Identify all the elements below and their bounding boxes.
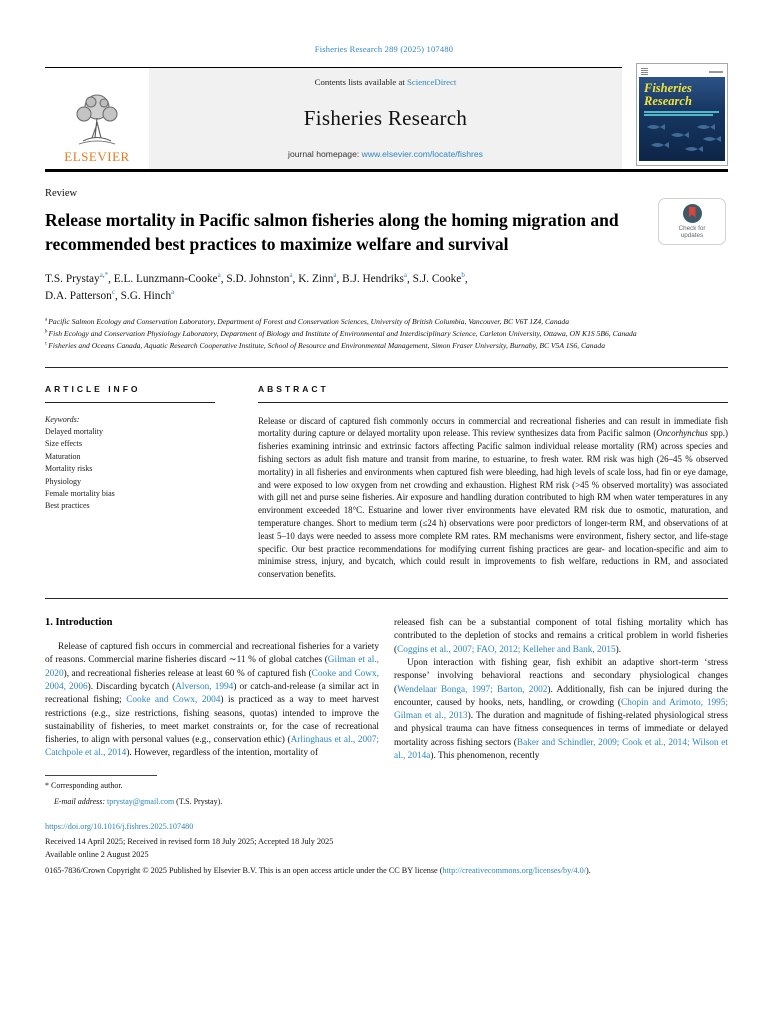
article-title: Release mortality in Pacific salmon fisheries along the homing migration and recommended best practices to maximize welfare and survival — [45, 210, 619, 254]
journal-homepage-line: journal homepage: www.elsevier.com/locate/fishres — [288, 149, 483, 159]
keyword: Maturation — [45, 451, 81, 461]
fish-school-icon — [641, 119, 725, 159]
link[interactable]: Coggins et al., 2007; FAO, 2012; Kelleher and Bank, 2015 — [397, 644, 616, 655]
abstract-text: Release or discard of captured fish commonly occurs in commercial and recreational fisheries and can result in immediate fish mortality during capture or delayed mortality upon release. This review synthesizes data from Pacific salmon (Oncorhynchus spp.) fisheries examining intrinsic and extrinsic factors affecting Pacific salmon individual release mortality (RM) across species and fishing sectors as adult fish mature and transit from marine, to estuarine, to fresh water. RM risk was high (26–45 % observed mortality) in all fisheries and environments when captured fish were bleeding, had high levels of scale loss, had fin or eye damage, and were exposed to low oxygen from net crowding and exhaustion. Highest RM risk (>45 % observed mortality) was associated with gill net and purse seine fisheries. Air exposure and handling duration contributed to high RM when water temperatures in any environment exceeded 18°C. Estuarine and lower river environments have elevated RM risk due to osmotic, maturation, and temperature changes. Short to medium term (≤24 h) observations were poor predictors of longer-term RM, and observations of at least 5–10 days were needed to assess more complete RM rates. RM mechanisms were environment, fishery sector, and life-stage specific. Our best practice recommendations for modifying current fishing practices are gear- and location-specific and aim to minimise stress, injury, and bycatch, which could result in improvements to fish welfare, reductions in RM, and associated conservation benefits. — [258, 415, 728, 580]
corresponding-author-note: * Corresponding author. — [45, 780, 123, 790]
keywords-label: Keywords: — [45, 414, 80, 424]
check-for-updates-badge[interactable] — [658, 198, 726, 245]
link[interactable]: www.elsevier.com/locate/fishres — [361, 149, 483, 159]
author-list: T.S. Prystay$^{a,*}$, E.L. Lunzmann-Cooke$^a$, S.D. Johnston$^a$, K. Zinn$^a$, B.J. Hendriks$^a$, S.J. Cooke$^b$, D.A. Patterson$^c$, S.G. Hinch$^a$ — [45, 271, 468, 303]
bookmark-icon — [689, 207, 696, 218]
check-updates-label: Check for updates — [678, 224, 706, 239]
cover-art — [639, 77, 725, 161]
journal-reference[interactable]: Fisheries Research 289 (2025) 107480 — [314, 44, 454, 54]
link[interactable]: Alverson, 1994 — [175, 681, 234, 692]
keyword: Female mortality bias — [45, 488, 115, 498]
keyword: Delayed mortality — [45, 426, 103, 436]
copyright-line: 0165-7836/Crown Copyright © 2025 Published by Elsevier B.V. This is an open access article under the CC BY license (http://creativecommons.org/licenses/by/4.0/). — [45, 866, 591, 876]
footnote-block — [45, 775, 379, 808]
link[interactable]: Chopin and Arimoto, 1995; Gilman et al., 2013 — [394, 697, 729, 722]
heading-rule — [45, 402, 215, 403]
email-line: E-mail address: tprystay@gmail.com (T.S. Prystay). — [54, 796, 223, 806]
keyword: Physiology — [45, 476, 82, 486]
section-rule — [45, 367, 728, 368]
link[interactable]: Cooke and Cowx, 2004, 2006 — [45, 668, 379, 692]
cover-subtitle-bar — [644, 111, 719, 113]
affiliation-c: $^c$ Fisheries and Oceans Canada, Aquatic Research Cooperative Institute, School of Resource and Environmental Management, Simon Fraser University, Burnaby, BC V5A 1S6, Canada — [45, 341, 605, 351]
masthead-bottom-rule — [45, 169, 728, 172]
crossmark-icon — [683, 204, 702, 223]
cover-issue-mark — [709, 71, 723, 73]
article-info-column — [45, 384, 230, 582]
link[interactable]: Wendelaar Bonga, 1997; Barton, 2002 — [397, 684, 548, 695]
link[interactable]: tprystay@gmail.com — [107, 796, 175, 806]
link[interactable]: Cooke and Cowx, 2004 — [126, 695, 221, 706]
masthead — [45, 67, 728, 172]
intro-paragraph: Release of captured fish occurs in commercial and recreational fisheries for a variety of reasons. Commercial marine fisheries discard ∼11 % of global catches (Gilman et al., 2020), and recreational fisheries release at least 60 % of captured fish (Cooke and Cowx, 2004, 2006). Discarding bycatch (Alverson, 1994) or catch-and-release (a similar act in recreational fishing; Cooke and Cowx, 2004) is practiced as a way to meet harvest restrictions (e.g., size restrictions, fishing seasons, quotas) intended to improve the sustainability of fisheries, to meet market constraints or, for the case of recreational fisheries, to align with personal values (e.g., conservation ethic) (Arlinghaus et al., 2007; Catchpole et al., 2014). However, regardless of the intention, mortality of — [45, 642, 380, 759]
affiliation-b: $^b$ Fish Ecology and Conservation Physiology Laboratory, Department of Biology and Institute of Environmental and Interdisciplinary Science, Carleton University, Ottawa, ON K1S 5B6, Canada — [45, 329, 637, 339]
journal-banner — [149, 68, 622, 169]
abstract-heading: ABSTRACT — [258, 383, 329, 394]
received-dates: Received 14 April 2025; Received in revised form 18 July 2025; Accepted 18 July 2025 — [45, 836, 334, 846]
doi-line — [45, 820, 728, 833]
article-type-label: Review — [45, 188, 78, 199]
journal-title: Fisheries Research — [303, 105, 468, 130]
keyword: Size effects — [45, 439, 82, 449]
link[interactable]: Baker and Schindler, 2009; Cook et al., 2014; Wilson et al., 2014a — [394, 737, 728, 761]
elsevier-logo[interactable] — [45, 68, 149, 169]
keyword: Best practices — [45, 501, 90, 511]
link[interactable]: Arlinghaus et al., 2007; Catchpole et al., 2014 — [45, 735, 380, 759]
footnote-rule — [45, 775, 157, 776]
link[interactable]: ScienceDirect — [407, 77, 457, 87]
article-footer — [45, 820, 728, 878]
keyword: Mortality risks — [45, 464, 93, 474]
elsevier-wordmark: ELSEVIER — [64, 149, 130, 164]
link[interactable]: https://doi.org/10.1016/j.fishres.2025.107480 — [45, 821, 194, 831]
intro-paragraph-2: Upon interaction with fishing gear, fish exhibit an adaptive short-term ‘stress response’ involving behavioral reactions and secondary physiological changes (Wendelaar Bonga, 1997; Barton, 2002). Additionally, fish can be injured during the encounter, caused by hooks, nets, handling, or crowding (Chopin and Arimoto, 1995; Gilman et al., 2013). The duration and magnitude of fishing-related physiological stress and physical trauma can have fitness consequences in terms of immediate or delayed mortality across fishing sectors (Baker and Schindler, 2009; Cook et al., 2014; Wilson et al., 2014a). This phenomenon, recently — [394, 657, 729, 761]
link[interactable]: Gilman et al., 2020 — [45, 655, 379, 679]
cover-subtitle-bar — [644, 114, 713, 116]
intro-paragraph-continued: released fish can be a substantial component of total fishing mortality which has contributed to the depletion of stocks and remains a critical problem in world fisheries (Coggins et al., 2007; FAO, 2012; Kelleher and Bank, 2015). — [394, 618, 728, 655]
article-info-heading: ARTICLE INFO — [45, 383, 141, 394]
affiliation-a: $^a$ Pacific Salmon Ecology and Conservation Laboratory, Department of Forest and Conservation Sciences, University of British Columbia, Vancouver, BC V6T 1Z4, Canada — [45, 317, 570, 327]
link[interactable]: http://creativecommons.org/licenses/by/4.0/ — [442, 866, 586, 876]
cover-publisher-mark-icon — [641, 68, 648, 75]
info-abstract-row — [45, 384, 728, 582]
cover-journal-title: Fisheries Research — [644, 81, 692, 108]
available-online: Available online 2 August 2025 — [45, 849, 149, 859]
body-divider-rule — [45, 598, 728, 599]
heading-rule — [258, 402, 728, 403]
journal-cover-thumbnail[interactable] — [636, 63, 728, 166]
body-columns — [45, 617, 728, 808]
introduction-heading: 1. Introduction — [45, 617, 113, 629]
cover-top-strip — [639, 66, 725, 77]
masthead-main — [45, 67, 622, 169]
affiliations — [45, 316, 728, 352]
abstract-column — [258, 384, 728, 582]
elsevier-tree-icon — [71, 92, 123, 148]
body-left-column — [45, 617, 379, 808]
article-header — [45, 188, 728, 353]
contents-line: Contents lists available at ScienceDirect — [314, 77, 457, 87]
body-right-column — [394, 617, 728, 808]
